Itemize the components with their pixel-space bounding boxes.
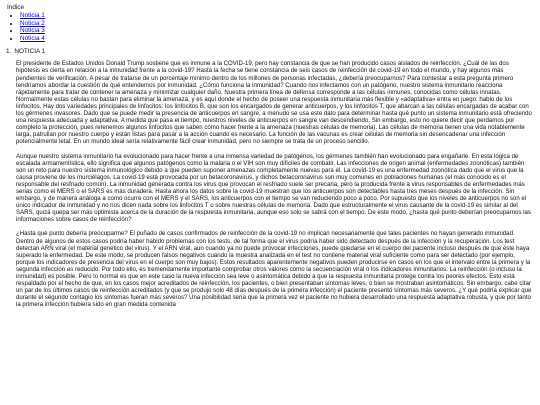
toc-item	[20, 20, 534, 28]
toc-item	[20, 12, 534, 20]
toc-link-noticia-2[interactable]: Noticia 2	[20, 19, 45, 27]
toc-link-noticia-4[interactable]: Noticia 4	[20, 34, 45, 42]
toc-item	[20, 27, 534, 35]
index-title: Indice	[7, 4, 25, 11]
section-heading	[6, 48, 534, 56]
toc-item	[20, 35, 534, 43]
toc-link-noticia-1[interactable]: Noticia 1	[20, 12, 45, 19]
section-title: NOTICIA 1	[14, 48, 46, 56]
section-body	[6, 60, 534, 308]
toc-link-noticia-3[interactable]: Noticia 3	[20, 27, 45, 35]
paragraph-3: ¿Hasta qué punto debería preocuparme? El puñado de casos confirmados de reinfección de la covid-19 no implican necesariamente que tales pacientes no hayan generado inmunidad. Dentro de algunos de estos casos podría haber habido problemas con los tests, de tal forma que el virus podría haber sido detectado después de la infección y la recuperación. Los test detectan ARN viral (el material genético del virus). Y el ARN viral, aun cuando ya no puede provocar infecciones, puede quedarse en el cuerpo del paciente incluso después de que éste haya superado la enfermedad. De este modo, se producen falsos negativos cuando la muestra analizada en el test no contiene material viral suficiente como para ser detectado (por ejemplo, porque los indicadores de presencia del virus en el cuerpo son muy bajos). Estos resultados aparentemente negativos pueden producirse en casos en los que el intervalo entre la primera y la segunda infección es reducido. Por todo ello, es tremendamente importante comprobar otros valores como la secuenciación viral o los indicadores inmunitarios. La reinfección (o incluso la inmunidad) es posible. Pero lo normal es que en este caso la nueva infección sea leve o asintomática debido a que la respuesta inmunitaria protege contra los peores efectos. Esto está respaldado por el hecho de que, en los casos mejor acreditados de reinfección, los pacientes, o bien presentaban síntomas leves, o bien se mostraban asintomáticos. Sin embargo, cabe citar un par de los últimos casos de reinfección acreditados (y que se produjo solo 48 días después de la primera infección) el paciente presentó síntomas más severos. ¿Y qué podría explicar que durante el segundo contagio los síntomas fueran más severos? Una posibilidad sería que la primera vez el paciente no hubiera desarrollado una respuesta adaptativa robusta, y que por tanto la primera infección hubiera sido en gran medida contenida	[16, 230, 532, 309]
paragraph-1: El presidente de Estados Unidos Donald Trump sostiene que es inmune a la COVID-19, pero hay constancia de que se han producido casos aislados de reinfección. ¿Cuál de las dos hipótesis es cierta en relación a la inmunidad frente a la covid-19? Hasta la fecha se tiene constancia de seis casos de reinfección de covid-19 en todo el mundo, y hay algunos más pendientes de verificación. A pesar de tratarse de un porcentaje mínimo dentro de los millones de personas infectadas, ¿debería preocuparnos? Para contestar a esta pregunta primero tendríamos abordar la cuestión de qué entendemos por inmunidad. ¿Cómo funciona la inmunidad? Cuando nos infectamos con un patógeno, nuestro sistema inmunitario reacciona rápidamente para tratar de contener la amenaza y minimizar cualquier daño. Nuestra primera línea de defensa corresponde a las células inmunes, conocidas como células innatas. Normalmente estas células no bastan para eliminar la amenaza, y es aquí donde el hecho de poseer una respuesta inmunitaria más flexible y «adaptativa» entra en juego: hablo de los linfocitos. Hay dos variedades principales de linfocitos: los linfocitos B, que son los encargados de generar anticuerpos, y los linfocitos T, que abarcan a las células encargadas de acabar con los gérmenes invasores. Dado que se puede medir la presencia de anticuerpos en sangre, a menudo se usa este dato para determinar hasta qué punto un sistema inmunitario está ofreciendo una respuesta adecuada y adaptativa. A medida que pasa el tiempo, nuestros niveles de anticuerpos en sangre van descendiendo. Sin embargo, esto no quiere decir que perdamos por completo la protección, pues retenemos algunos linfocitos que saben cómo hacer frente a la amenaza (nuestras células de memoria). Las células de memoria tienen una vida notablemente larga, patrullan por nuestro cuerpo y están listas para pasar a la acción cuando es necesario. La función de las vacunas es crear células de memoria sin desencadenar una infección potencialmente letal. En un mundo ideal sería relativamente fácil crear inmunidad, pero no siempre se trata de un proceso sencillo.	[16, 60, 532, 146]
paragraph-2: Aunque nuestro sistema inmunitario ha evolucionado para hacer frente a una inmensa variedad de patógenos, los gérmenes también han evolucionado para engañarle. En esta lógica de escalada armamentística, ello significa que algunos patógenos como la malaria o el VIH son muy difíciles de combatir. Las infecciones de origen animal (enfermedades zoonóticas) también son un reto para nuestro sistema inmunológico debido a que pueden suponer amenazas completamente nuevas para él. La covid-19 es una enfermedad zoonótica dado que el virus que la causa proviene de los murciélagos. La covid-19 está provocada por un betacoronavirus, y dichos betacoronavirus son muy comunes en poblaciones humanas (el más conocido es el responsable del resfriado común). La inmunidad generada contra los virus que provocan el resfriado suele ser precaria, pero la producida frente a virus responsables de enfermedades más serias como el MERS o el SARS es más duradera. Hasta ahora los datos sobre la covid-19 muestran que los anticuerpos son detectables hasta tres meses después de la infección. Sin embargo, y de manera análoga a como ocurre con el MERS y el SARS, los anticuerpos con el tiempo se van reduciendo poco a poco. Por supuesto que los niveles de anticuerpos no son el único indicador de inmunidad y no nos dicen nada sobre los linfocitos T o sobre nuestras células de memoria. Dado que estructuralmente el virus causante de la covid-19 es similar al del SARS, quizá quepa ser más optimista acerca de la duración de la respuesta inmunitaria, aunque eso solo se sabrá con el tiempo. De este modo, ¿hasta qué punto deberían preocuparnos las informaciones sobre casos de reinfección?	[16, 152, 531, 224]
section-number: 1.	[6, 48, 12, 56]
table-of-contents	[6, 12, 534, 42]
